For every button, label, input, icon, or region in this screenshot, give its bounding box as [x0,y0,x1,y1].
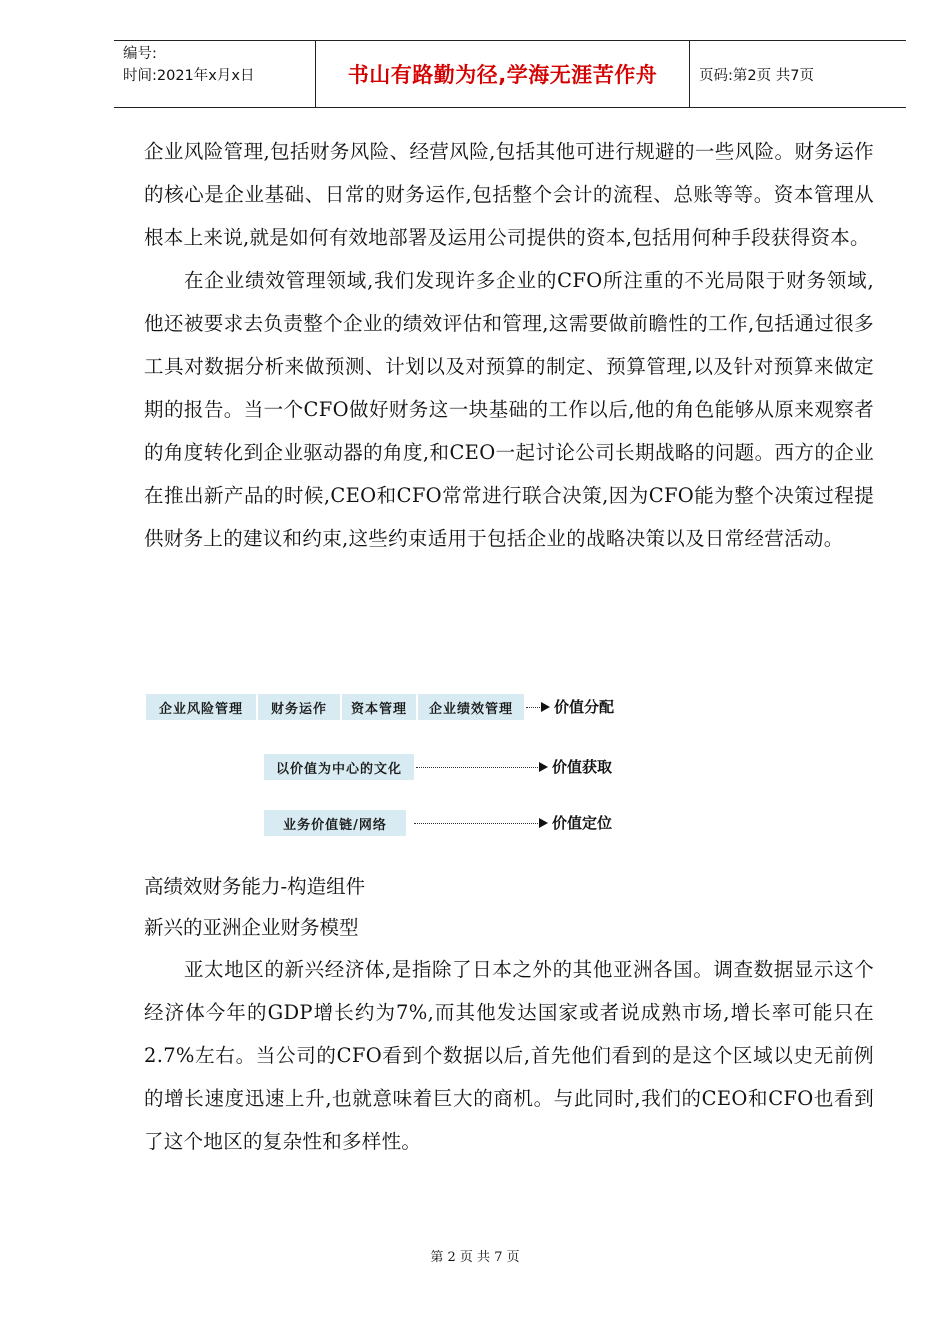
paragraph-3: 亚太地区的新兴经济体,是指除了日本之外的其他亚洲各国。调查数据显示这个经济体今年的GDP增长约为7%,而其他发达国家或者说成熟市场,增长率可能只在2.7%左右。当公司的CFO看到个数据以后,首先他们看到的是这个区域以史无前例的增长速度迅速上升,也就意味着巨大的商机。与此同时,我们的CEO和CFO也看到了这个地区的复杂性和多样性。 [144,958,874,1153]
block-capital-management: 资本管理 [342,694,416,720]
block-value-culture: 以价值为中心的文化 [264,754,414,780]
value-framework-diagram [146,690,626,845]
output-value-distribution: 价值分配 [554,698,615,716]
arrow-right-icon [539,818,548,828]
header-meta [114,41,316,107]
paragraph-2: 在企业绩效管理领域,我们发现许多企业的CFO所注重的不光局限于财务领域,他还被要求去负责整个企业的绩效评估和管理,这需要做前瞻性的工作,包括通过很多工具对数据分析来做预测、计划以及对预算的制定、预算管理,以及针对预算来做定期的报告。当一个CFO做好财务这一块基础的工作以后,他的角色能够从原来观察者的角度转化到企业驱动器的角度,和CEO一起讨论公司长期战略的问题。西方的企业在推出新产品的时候,CEO和CFO常常进行联合决策,因为CFO能为整个决策过程提供财务上的建议和约束,这些约束适用于包括企业的战略决策以及日常经营活动。 [144,269,874,550]
section-heading-2: 新兴的亚洲企业财务模型 [144,916,359,939]
page-footer: 第 2 页 共 7 页 [430,1250,520,1265]
connector-line-3 [414,823,540,824]
block-finance-operations: 财务运作 [258,694,340,720]
connector-line-1 [526,707,542,708]
arrow-right-icon [539,762,548,772]
body-text [144,130,874,560]
block-value-chain: 业务价值链/网络 [264,810,406,836]
output-value-capture: 价值获取 [552,758,613,776]
block-risk-management: 企业风险管理 [146,694,256,720]
header-slogan: 书山有路勤为径,学海无涯苦作舟 [316,41,690,107]
body-text-2 [144,866,874,1163]
arrow-right-icon [541,702,550,712]
document-time: 时间:2021年x月x日 [123,68,255,84]
section-heading-1: 高绩效财务能力-构造组件 [144,875,366,898]
connector-line-2 [416,767,540,768]
document-number: 编号: [123,46,157,62]
block-performance-management: 企业绩效管理 [418,694,524,720]
output-value-positioning: 价值定位 [552,814,613,832]
page-header [114,40,906,108]
paragraph-1: 企业风险管理,包括财务风险、经营风险,包括其他可进行规避的一些风险。财务运作的核心是企业基础、日常的财务运作,包括整个会计的流程、总账等等。资本管理从根本上来说,就是如何有效地部署及运用公司提供的资本,包括用何种手段获得资本。 [144,140,874,249]
header-page-info: 页码:第2页 共7页 [699,67,814,84]
